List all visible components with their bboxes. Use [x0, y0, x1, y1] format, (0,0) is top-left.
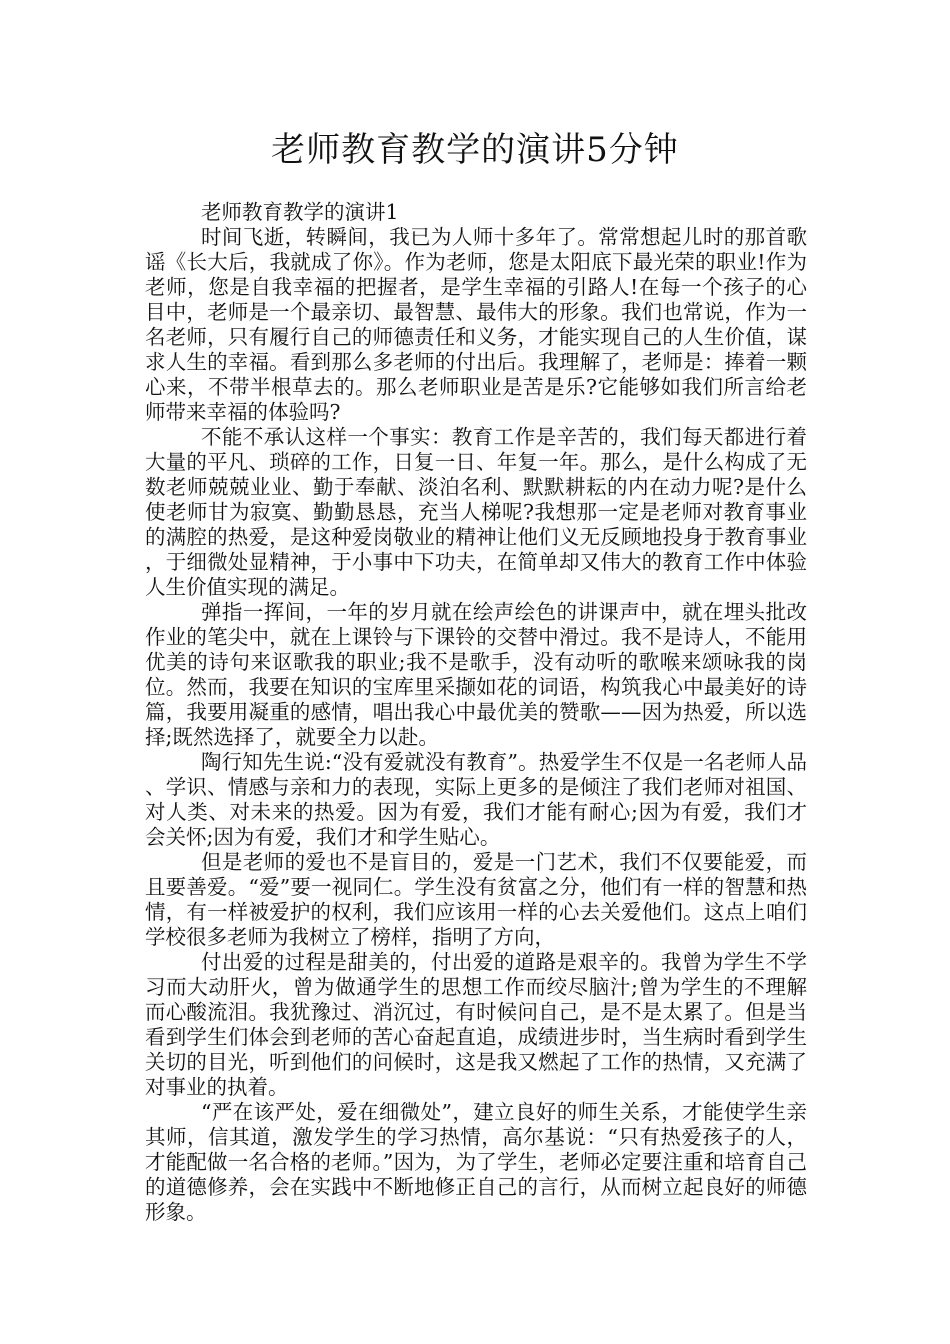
document-title: 老师教育教学的演讲5分钟	[271, 130, 679, 170]
paragraph: 但是老师的爱也不是盲目的，爱是一门艺术，我们不仅要能爱，而且要善爱。“爱”要一视同仁。学生没有贫富之分，他们有一样的智慧和热情，有一样被爱护的权利，我们应该用一样的心去关爱他们。这点上咱们学校很多老师为我树立了榜样，指明了方向，	[145, 850, 807, 949]
section-heading: 老师教育教学的演讲1	[201, 200, 399, 224]
paragraph: 不能不承认这样一个事实：教育工作是辛苦的，我们每天都进行着大量的平凡、琐碎的工作，日复一日、年复一年。那么，是什么构成了无数老师兢兢业业、勤于奉献、淡泊名利、默默耕耘的内在动力呢?是什么使老师甘为寂寞、勤勤恳恳，充当人梯呢?我想那一定是老师对教育事业的满腔的热爱，是这种爱岗敬业的精神让他们义无反顾地投身于教育事业，于细微处显精神，于小事中下功夫，在简单却又伟大的教育工作中体验人生价值实现的满足。	[145, 425, 807, 599]
document-body	[145, 200, 807, 1225]
paragraph: “严在该严处，爱在细微处”，建立良好的师生关系，才能使学生亲其师，信其道，激发学生的学习热情，高尔基说：“只有热爱孩子的人，才能配做一名合格的老师。”因为，为了学生，老师必定要注重和培育自己的道德修养，会在实践中不断地修正自己的言行，从而树立起良好的师德形象。	[145, 1100, 807, 1224]
paragraph: 陶行知先生说:“没有爱就没有教育”。热爱学生不仅是一名老师人品、学识、情感与亲和力的表现，实际上更多的是倾注了我们老师对祖国、对人类、对未来的热爱。因为有爱，我们才能有耐心;因为有爱，我们才会关怀;因为有爱，我们才和学生贴心。	[145, 750, 807, 849]
paragraph: 时间飞逝，转瞬间，我已为人师十多年了。常常想起儿时的那首歌谣《长大后，我就成了你》。作为老师，您是太阳底下最光荣的职业!作为老师，您是自我幸福的把握者，是学生幸福的引路人!在每一个孩子的心目中，老师是一个最亲切、最智慧、最伟大的形象。我们也常说，作为一名老师，只有履行自己的师德责任和义务，才能实现自己的人生价值，谋求人生的幸福。看到那么多老师的付出后。我理解了，老师是：捧着一颗心来，不带半根草去的。那么老师职业是苦是乐?它能够如我们所言给老师带来幸福的体验吗?	[145, 225, 807, 424]
paragraph: 付出爱的过程是甜美的，付出爱的道路是艰辛的。我曾为学生不学习而大动肝火，曾为做通学生的思想工作而绞尽脑汁;曾为学生的不理解而心酸流泪。我犹豫过、消沉过，有时候问自己，是不是太累了。但是当看到学生们体会到老师的苦心奋起直追，成绩进步时，当生病时看到学生关切的目光，听到他们的问候时，这是我又燃起了工作的热情，又充满了对事业的执着。	[145, 950, 807, 1099]
paragraph: 弹指一挥间，一年的岁月就在绘声绘色的讲课声中，就在埋头批改作业的笔尖中，就在上课铃与下课铃的交替中滑过。我不是诗人，不能用优美的诗句来讴歌我的职业;我不是歌手，没有动听的歌喉来颂咏我的岗位。然而，我要在知识的宝库里采撷如花的词语，构筑我心中最美好的诗篇，我要用凝重的感情，唱出我心中最优美的赞歌——因为热爱，所以选择;既然选择了，就要全力以赴。	[145, 600, 807, 749]
